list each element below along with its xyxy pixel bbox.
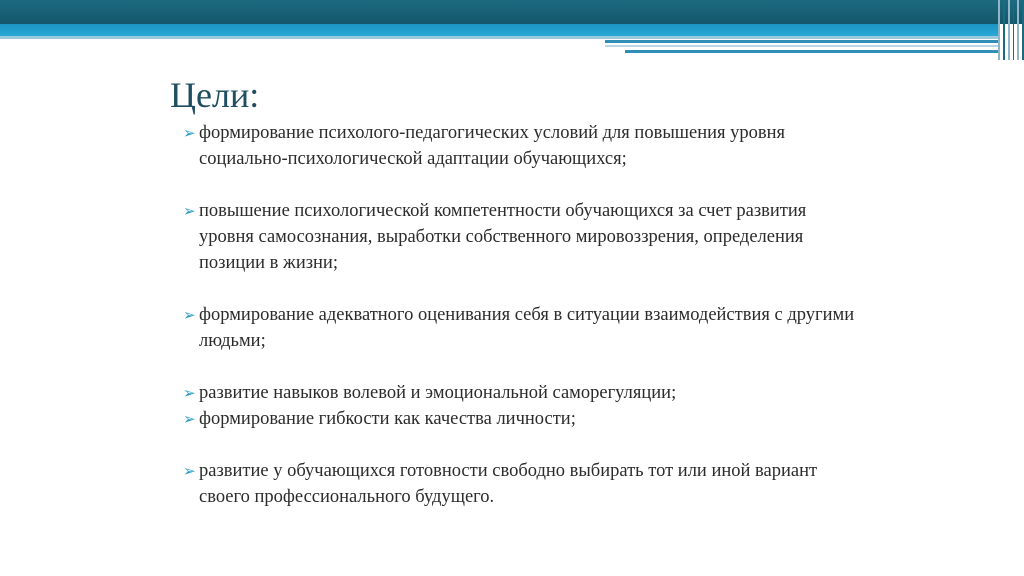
chevron-right-icon: ➢ (183, 306, 196, 324)
goals-list (183, 120, 863, 510)
slide-title: Цели: (170, 75, 260, 115)
list-item-text: развитие у обучающихся готовности свободно выбирать тот или иной вариант своего профессионального будущего. (199, 461, 818, 507)
chevron-right-icon: ➢ (183, 410, 196, 428)
list-item-text: формирование адекватного оценивания себя в ситуации взаимодействия с другими людьми; (199, 305, 855, 351)
chevron-right-icon: ➢ (183, 124, 196, 142)
header-stripe (0, 24, 1000, 36)
accent-line (605, 45, 1000, 47)
list-item (183, 380, 863, 406)
chevron-right-icon: ➢ (183, 462, 196, 480)
list-item-text: формирование гибкости как качества личности; (199, 409, 576, 429)
list-item-text: формирование психолого-педагогических условий для повышения уровня социально-психологической адаптации обучающихся; (199, 123, 786, 169)
chevron-right-icon: ➢ (183, 202, 196, 220)
list-item (183, 120, 863, 172)
list-item (183, 406, 863, 432)
list-item (183, 302, 863, 354)
list-item-text: повышение психологической компетентности обучающихся за счет развития уровня самосознания, выработки собственного мировоззрения, определения позиции в жизни; (199, 201, 807, 273)
list-item-text: развитие навыков волевой и эмоциональной саморегуляции; (199, 383, 677, 403)
accent-line (625, 50, 1000, 53)
edge-decoration (998, 0, 1024, 60)
header-bar (0, 0, 1024, 24)
list-item (183, 458, 863, 510)
chevron-right-icon: ➢ (183, 384, 196, 402)
list-item (183, 198, 863, 276)
header-stripe-light (0, 36, 1000, 39)
accent-line (605, 40, 1000, 43)
